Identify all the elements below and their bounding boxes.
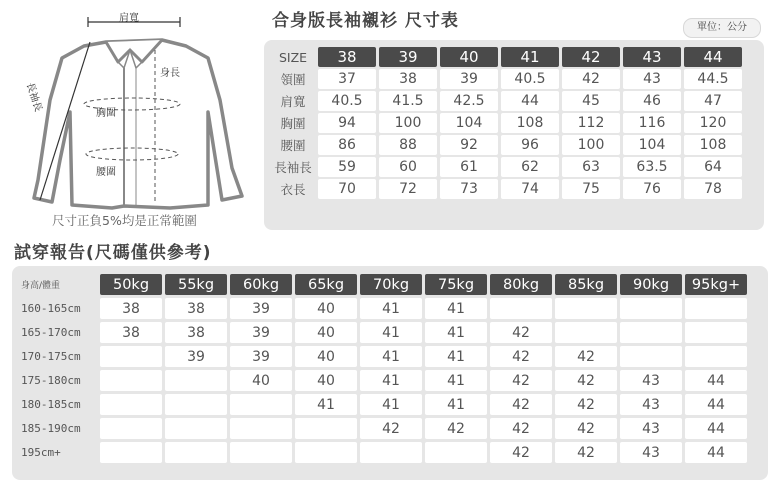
- recommended-size-cell: 39: [230, 298, 292, 319]
- recommended-size-cell: [230, 442, 292, 463]
- size-row: [271, 135, 742, 155]
- measurement-label: 長袖長: [274, 160, 312, 175]
- size-value-cell: 108: [501, 113, 559, 133]
- recommended-size-cell: 43: [620, 442, 682, 463]
- recommended-size-cell: [685, 322, 747, 343]
- size-value-cell: 73: [440, 179, 498, 199]
- measurement-label: 領圍: [280, 72, 306, 87]
- recommended-size-cell: 40: [295, 322, 357, 343]
- recommended-size-cell: 40: [230, 370, 292, 391]
- recommended-size-cell: 38: [100, 298, 162, 319]
- recommended-size-cell: 41: [425, 370, 487, 391]
- recommended-size-cell: 39: [230, 322, 292, 343]
- recommended-size-cell: 40: [295, 346, 357, 367]
- size-value-cell: 41.5: [379, 91, 437, 111]
- recommended-size-cell: [555, 322, 617, 343]
- weight-header-row: [17, 274, 747, 295]
- recommended-size-cell: 41: [425, 394, 487, 415]
- size-value-cell: 43: [623, 69, 681, 89]
- size-chart-title: 合身版長袖襯衫 尺寸表: [272, 11, 459, 31]
- size-value-cell: 86: [318, 135, 376, 155]
- weight-column-header: 60kg: [230, 274, 292, 295]
- recommended-size-cell: 42: [360, 418, 422, 439]
- recommended-size-cell: [620, 346, 682, 367]
- size-value-cell: 45: [562, 91, 620, 111]
- waist-label: 腰圍: [96, 167, 116, 178]
- recommended-size-cell: 39: [165, 346, 227, 367]
- recommended-size-cell: [295, 418, 357, 439]
- recommended-size-cell: [230, 394, 292, 415]
- recommended-size-cell: 41: [295, 394, 357, 415]
- size-value-cell: 88: [379, 135, 437, 155]
- measurement-label: 衣長: [280, 182, 306, 197]
- height-row: [17, 442, 747, 463]
- recommended-size-cell: [165, 442, 227, 463]
- shirt-measurement-diagram: [0, 0, 262, 236]
- recommended-size-cell: [555, 298, 617, 319]
- size-value-cell: 76: [623, 179, 681, 199]
- recommended-size-cell: 41: [425, 298, 487, 319]
- size-row: [271, 157, 742, 177]
- fit-report-table: [14, 271, 750, 466]
- recommended-size-cell: [100, 418, 162, 439]
- recommended-size-cell: 41: [360, 322, 422, 343]
- recommended-size-cell: 42: [425, 418, 487, 439]
- measurement-label: 胸圍: [280, 116, 306, 131]
- recommended-size-cell: 42: [555, 442, 617, 463]
- size-value-cell: 72: [379, 179, 437, 199]
- recommended-size-cell: 43: [620, 370, 682, 391]
- size-value-cell: 60: [379, 157, 437, 177]
- recommended-size-cell: 43: [620, 418, 682, 439]
- recommended-size-cell: 42: [555, 418, 617, 439]
- size-value-cell: 94: [318, 113, 376, 133]
- weight-column-header: 85kg: [555, 274, 617, 295]
- height-row: [17, 370, 747, 391]
- recommended-size-cell: 40: [295, 370, 357, 391]
- recommended-size-cell: [685, 346, 747, 367]
- height-range-label: 170-175cm: [21, 350, 81, 363]
- weight-column-header: 70kg: [360, 274, 422, 295]
- size-column-header: 40: [440, 47, 498, 67]
- recommended-size-cell: 42: [555, 370, 617, 391]
- recommended-size-cell: [100, 442, 162, 463]
- recommended-size-cell: 41: [360, 394, 422, 415]
- height-row: [17, 346, 747, 367]
- size-value-cell: 92: [440, 135, 498, 155]
- shoulder-width-label: 肩寬: [119, 13, 139, 24]
- recommended-size-cell: 42: [490, 370, 552, 391]
- sleeve-length-label: 長袖長: [23, 81, 44, 114]
- size-column-header: 43: [623, 47, 681, 67]
- height-range-label: 180-185cm: [21, 398, 81, 411]
- recommended-size-cell: 44: [685, 418, 747, 439]
- recommended-size-cell: [165, 418, 227, 439]
- measurement-label: 肩寬: [280, 94, 306, 109]
- size-value-cell: 112: [562, 113, 620, 133]
- measurement-label: 腰圍: [280, 138, 306, 153]
- recommended-size-cell: 38: [165, 322, 227, 343]
- unit-badge: 單位：公分: [683, 18, 761, 38]
- recommended-size-cell: 41: [360, 346, 422, 367]
- size-value-cell: 100: [562, 135, 620, 155]
- recommended-size-cell: 41: [425, 346, 487, 367]
- size-value-cell: 39: [440, 69, 498, 89]
- size-value-cell: 74: [501, 179, 559, 199]
- recommended-size-cell: 38: [100, 322, 162, 343]
- recommended-size-cell: 43: [620, 394, 682, 415]
- recommended-size-cell: [165, 370, 227, 391]
- size-row: [271, 69, 742, 89]
- chest-label: 胸圍: [96, 108, 116, 119]
- weight-column-header: 65kg: [295, 274, 357, 295]
- size-row: [271, 113, 742, 133]
- recommended-size-cell: 38: [165, 298, 227, 319]
- recommended-size-cell: [100, 370, 162, 391]
- tolerance-note: 尺寸正負5%均是正常範圍: [52, 213, 197, 228]
- weight-column-header: 90kg: [620, 274, 682, 295]
- recommended-size-cell: 42: [490, 442, 552, 463]
- height-range-label: 175-180cm: [21, 374, 81, 387]
- size-value-cell: 64: [684, 157, 742, 177]
- size-value-cell: 38: [379, 69, 437, 89]
- recommended-size-cell: [360, 442, 422, 463]
- size-value-cell: 62: [501, 157, 559, 177]
- size-value-cell: 47: [684, 91, 742, 111]
- height-weight-corner-label: 身高/體重: [21, 281, 61, 291]
- size-row: [271, 91, 742, 111]
- size-column-header: 41: [501, 47, 559, 67]
- height-range-label: 195cm+: [21, 446, 61, 459]
- size-row: [271, 179, 742, 199]
- size-header-label: SIZE: [278, 49, 308, 65]
- size-value-cell: 104: [440, 113, 498, 133]
- recommended-size-cell: 42: [490, 322, 552, 343]
- size-value-cell: 70: [318, 179, 376, 199]
- size-value-cell: 108: [684, 135, 742, 155]
- size-value-cell: 44: [501, 91, 559, 111]
- recommended-size-cell: [100, 394, 162, 415]
- recommended-size-cell: 42: [555, 394, 617, 415]
- recommended-size-cell: 44: [685, 442, 747, 463]
- recommended-size-cell: [100, 346, 162, 367]
- recommended-size-cell: 41: [360, 298, 422, 319]
- size-value-cell: 61: [440, 157, 498, 177]
- recommended-size-cell: [620, 298, 682, 319]
- shirt-illustration: [0, 0, 262, 236]
- recommended-size-cell: 41: [425, 322, 487, 343]
- size-value-cell: 40.5: [318, 91, 376, 111]
- size-value-cell: 44.5: [684, 69, 742, 89]
- height-row: [17, 418, 747, 439]
- height-range-label: 160-165cm: [21, 302, 81, 315]
- height-row: [17, 298, 747, 319]
- body-length-label: 身長: [160, 68, 180, 79]
- height-range-label: 185-190cm: [21, 422, 81, 435]
- recommended-size-cell: 42: [490, 346, 552, 367]
- height-row: [17, 394, 747, 415]
- recommended-size-cell: 41: [360, 370, 422, 391]
- recommended-size-cell: 42: [490, 418, 552, 439]
- size-value-cell: 100: [379, 113, 437, 133]
- size-column-header: 39: [379, 47, 437, 67]
- size-value-cell: 63.5: [623, 157, 681, 177]
- size-value-cell: 63: [562, 157, 620, 177]
- size-value-cell: 40.5: [501, 69, 559, 89]
- recommended-size-cell: 44: [685, 394, 747, 415]
- size-value-cell: 42: [562, 69, 620, 89]
- size-value-cell: 46: [623, 91, 681, 111]
- weight-column-header: 80kg: [490, 274, 552, 295]
- recommended-size-cell: [295, 442, 357, 463]
- fit-report-title: 試穿報告(尺碼僅供參考): [14, 243, 212, 263]
- weight-column-header: 75kg: [425, 274, 487, 295]
- size-column-header: 38: [318, 47, 376, 67]
- weight-column-header: 55kg: [165, 274, 227, 295]
- size-column-header: 44: [684, 47, 742, 67]
- size-value-cell: 37: [318, 69, 376, 89]
- recommended-size-cell: 40: [295, 298, 357, 319]
- height-row: [17, 322, 747, 343]
- recommended-size-cell: 39: [230, 346, 292, 367]
- recommended-size-cell: 44: [685, 370, 747, 391]
- size-column-header: 42: [562, 47, 620, 67]
- recommended-size-cell: 42: [490, 394, 552, 415]
- recommended-size-cell: [425, 442, 487, 463]
- recommended-size-cell: [685, 298, 747, 319]
- weight-column-header: 95kg+: [685, 274, 747, 295]
- height-range-label: 165-170cm: [21, 326, 81, 339]
- weight-column-header: 50kg: [100, 274, 162, 295]
- size-value-cell: 75: [562, 179, 620, 199]
- recommended-size-cell: [165, 394, 227, 415]
- recommended-size-cell: [490, 298, 552, 319]
- size-value-cell: 96: [501, 135, 559, 155]
- size-value-cell: 59: [318, 157, 376, 177]
- recommended-size-cell: [230, 418, 292, 439]
- recommended-size-cell: 42: [555, 346, 617, 367]
- size-header-row: [271, 47, 742, 67]
- size-value-cell: 116: [623, 113, 681, 133]
- size-value-cell: 78: [684, 179, 742, 199]
- size-value-cell: 120: [684, 113, 742, 133]
- size-value-cell: 104: [623, 135, 681, 155]
- recommended-size-cell: [620, 322, 682, 343]
- size-chart-table: [268, 45, 745, 201]
- size-value-cell: 42.5: [440, 91, 498, 111]
